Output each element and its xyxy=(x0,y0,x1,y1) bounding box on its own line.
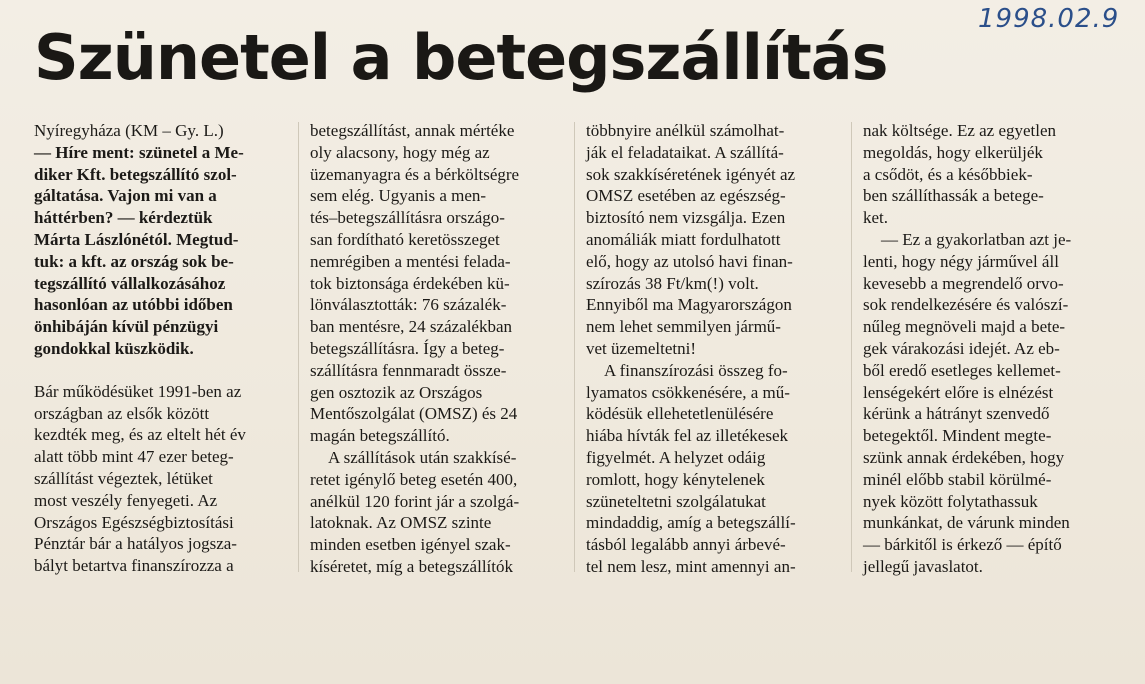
column-divider xyxy=(298,122,299,572)
column-divider xyxy=(851,122,852,572)
column-divider xyxy=(574,122,575,572)
paragraph-gap xyxy=(34,360,286,381)
body-paragraph: betegszállítást, annak mértéke oly alacsony, hogy még az üzemanyagra és a bérköltségre sem elég. Ugyanis a men- tés–betegszállításra országo- san fordítható keretösszeget nemrégiben a mentési felada- tok biztonsága érdekében kü- lönválasztották: 76 százalék- ban mentésre, 24 százalékban betegszállításra. Így a beteg- szállításra fennmaradt össze- gen osztozik az Országos Mentőszolgálat (OMSZ) és 24 magán betegszállító. xyxy=(310,121,520,446)
article-column-3 xyxy=(586,120,838,578)
lead-text: — Híre ment: szünetel a Me- diker Kft. betegszállító szol- gáltatása. Vajon mi van a háttérben? — kérdeztük Márta Lászlónétól. Megtud- tuk: a kft. az ország sok be- tegszállító vállalkozásához hasonlóan az utóbbi időben önhibáján kívül pénzügyi gondokkal küszködik. xyxy=(34,142,244,358)
article-headline: Szünetel a betegszállítás xyxy=(34,21,888,94)
handwritten-date: 1998.02.9 xyxy=(978,4,1120,34)
body-paragraph: Bár működésüket 1991-ben az országban az elsők között kezdték meg, és az eltelt hét év alatt több mint 47 ezer beteg- szállítást végeztek, létüket most veszély fenyegeti. Az Országos Egészségbiztosítási Pénztár bár a hatályos jogsza- bályt betartva finanszírozza a xyxy=(34,381,246,576)
article-column-1 xyxy=(34,120,286,577)
article-column-2 xyxy=(310,120,562,578)
lead-paragraph xyxy=(34,120,286,360)
body-paragraph: A finanszírozási összeg fo- lyamatos csökkenésére, a mű- ködésük ellehetetlenülésére hiába hívták fel az illetékesek figyelmét. A helyzet odáig romlott, hogy kénytelenek szüneteltetni szolgálatukat mindaddig, amíg a betegszállí- tásból legalább annyi árbevé- tel nem lesz, mint amennyi an- xyxy=(586,360,796,576)
body-paragraph: nak költsége. Ez az egyetlen megoldás, hogy elkerüljék a csődöt, és a későbbiek- ben szállíthassák a betege- ket. xyxy=(863,121,1057,228)
body-paragraph: A szállítások után szakkísé- retet igénylő beteg esetén 400, anélkül 120 forint jár a szolgá- latoknak. Az OMSZ szinte minden esetben igényel szak- kíséretet, míg a betegszállítók xyxy=(310,447,520,576)
body-paragraph: — Ez a gyakorlatban azt je- lenti, hogy négy járművel áll kevesebb a megrendelő orvo- sok rendelkezésére és valószí- nűleg megnöveli majd a bete- gek várakozási idejét. Az eb- ből eredő esetleges kellemet- lenségekért előre is elnézést kérünk a hátrányt szenvedő betegektől. Mindent megte- szünk annak érdekében, hogy minél előbb stabil körülmé- nyek között folytathassuk munkánkat, de várunk minden — bárkitől is érkező — építő jellegű javaslatot. xyxy=(863,229,1072,576)
article-column-4 xyxy=(863,120,1115,578)
body-paragraph: többnyire anélkül számolhat- ják el feladataikat. A szállítá- sok szakkíséretének igényét az OMSZ esetében az egészség- biztosító nem vizsgálja. Ezen anomáliák miatt fordulhatott elő, hogy az utolsó havi finan- szírozás 38 Ft/km(!) volt. Ennyiből ma Magyarországon nem lehet semmilyen jármű- vet üzemeltetni! xyxy=(586,121,796,358)
byline: Nyíregyháza (KM – Gy. L.) xyxy=(34,121,224,140)
